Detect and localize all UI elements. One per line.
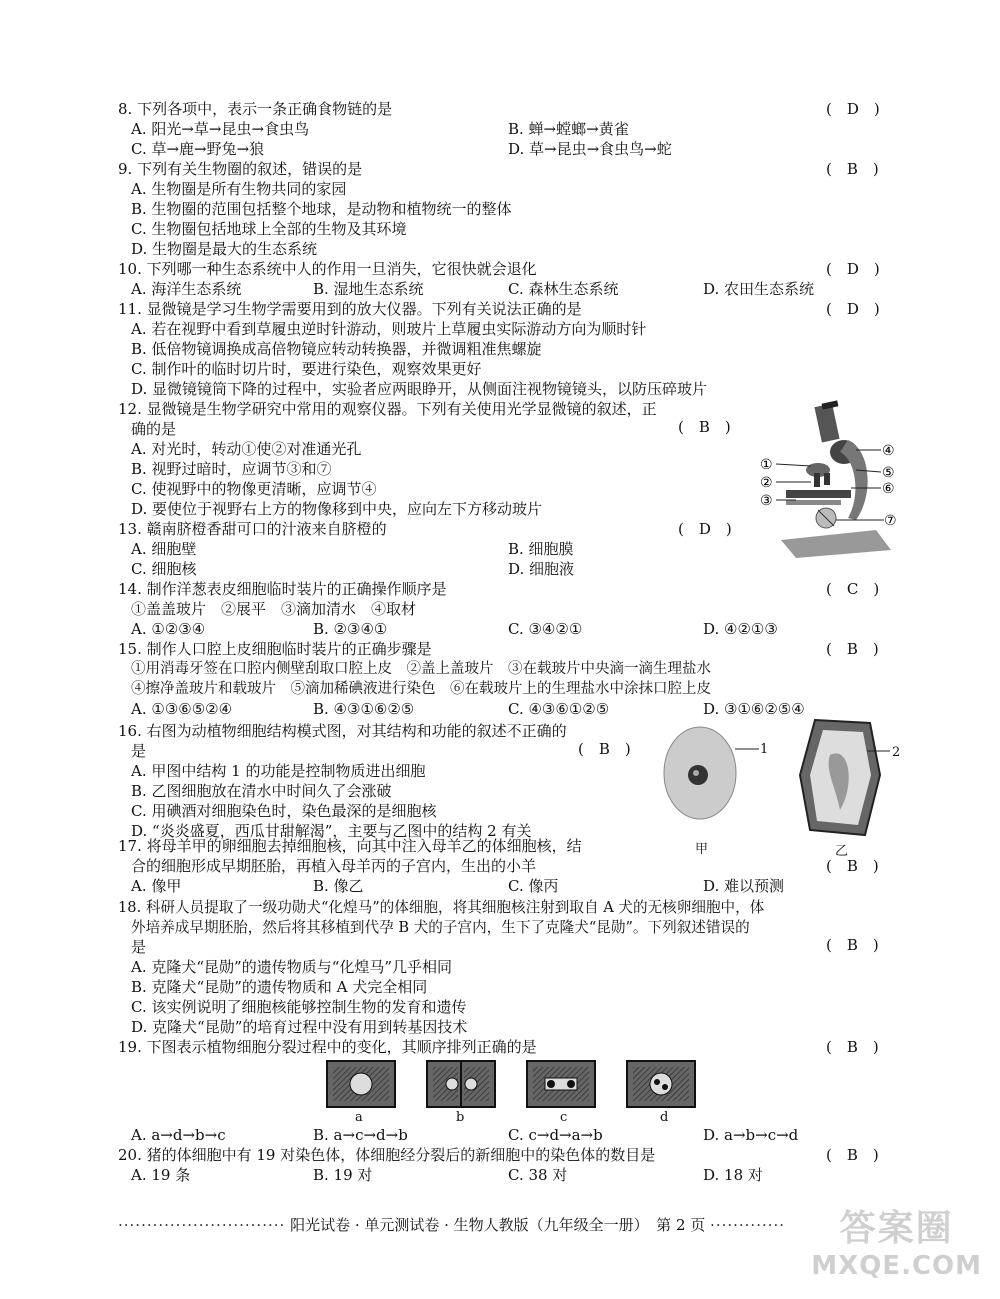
q13-stem: 13. 赣南脐橙香甜可口的汁液来自脐橙的 [118,520,387,538]
q14-option-d: D. ④②①③ [703,620,778,638]
q19-option-d: D. a→b→c→d [703,1126,799,1144]
q16-option-a: A. 甲图中结构 1 的功能是控制物质进出细胞 [131,762,426,780]
q14-stem: 14. 制作洋葱表皮细胞临时装片的正确操作顺序是 [118,580,447,598]
microscope-label-4: ④ [882,443,895,459]
q20-stem: 20. 猪的体细胞中有 19 对染色体，体细胞经分裂后的新细胞中的染色体的数目是 [118,1146,656,1164]
q9-option-a: A. 生物圈是所有生物共同的家园 [131,180,347,198]
q15-answer: ( B ) [826,640,879,658]
q17-option-d: D. 难以预测 [703,877,785,895]
q10-stem: 10. 下列哪一种生态系统中人的作用一旦消失，它很快就会退化 [118,260,537,278]
q12-option-a: A. 对光时，转动①使②对准通光孔 [131,440,362,458]
q12-option-c: C. 使视野中的物像更清晰，应调节④ [131,480,377,498]
microscope-label-2: ② [760,475,773,491]
microscope-figure [756,400,906,560]
q9-option-d: D. 生物圈是最大的生态系统 [131,240,318,258]
q11-stem: 11. 显微镜是学习生物学需要用到的放大仪器。下列有关说法正确的是 [118,300,582,318]
q8-option-b: B. 蝉→螳螂→黄雀 [508,120,629,138]
cell-division-figure [325,1058,705,1110]
q19-answer: ( B ) [826,1038,879,1056]
q17-stem-line2: 合的细胞形成早期胚胎，再植入母羊丙的子宫内，生出的小羊 [131,857,537,875]
cell-label-a: a [355,1110,363,1125]
q13-option-d: D. 细胞液 [508,560,575,578]
q11-option-a: A. 若在视野中看到草履虫逆时针游动，则玻片上草履虫实际游动方向为顺时针 [131,320,647,338]
q11-answer: ( D ) [826,300,880,318]
cell-a [327,1061,395,1107]
q10-option-a: A. 海洋生态系统 [131,280,242,298]
microscope-label-6: ⑥ [882,481,895,497]
microscope-label-7: ⑦ [884,513,897,529]
q9-answer: ( B ) [826,160,879,178]
microscope-label-5: ⑤ [882,465,895,481]
q19-option-b: B. a→c→d→b [313,1126,408,1144]
q9-option-b: B. 生物圈的范围包括整个地球，是动物和植物统一的整体 [131,200,512,218]
q9-option-c: C. 生物圈包括地球上全部的生物及其环境 [131,220,407,238]
figure-caption-jia: 甲 [695,842,709,857]
watermark-line2: MXQE.COM [811,1251,982,1281]
q12-answer: ( B ) [678,418,731,436]
q13-answer: ( D ) [678,520,732,538]
q14-option-a: A. ①②③④ [131,620,206,638]
cell-label-d: d [660,1110,669,1125]
q18-stem-line3: 是 [131,938,147,956]
cell-d [627,1061,695,1107]
q16-stem-line1: 16. 右图为动植物细胞结构模式图，对其结构和功能的叙述不正确的 [118,722,567,740]
cell-c [527,1061,595,1107]
q17-option-a: A. 像甲 [131,877,182,895]
q16-stem-line2: 是 [131,742,147,760]
q13-option-c: C. 细胞核 [131,560,197,578]
q10-option-b: B. 湿地生态系统 [313,280,424,298]
q17-option-b: B. 像乙 [313,877,364,895]
q15-option-c: C. ④③⑥①②⑤ [508,700,610,718]
q20-option-c: C. 38 对 [508,1166,568,1184]
q8-option-a: A. 阳光→草→昆虫→食虫鸟 [131,120,310,138]
q15-option-d: D. ③①⑥②⑤④ [703,700,805,718]
q14-option-c: C. ③④②① [508,620,583,638]
q20-option-a: A. 19 条 [131,1166,191,1184]
plant-cell-label-2: 2 [892,745,901,760]
q19-stem: 19. 下图表示植物细胞分裂过程中的变化，其顺序排列正确的是 [118,1038,537,1056]
q17-stem-line1: 17. 将母羊甲的卵细胞去掉细胞核，向其中注入母羊乙的体细胞核，结 [118,837,582,855]
page-footer [118,1214,878,1235]
q15-option-a: A. ①③⑥⑤②④ [131,700,233,718]
q10-option-c: C. 森林生态系统 [508,280,619,298]
q20-answer: ( B ) [826,1146,879,1164]
q8-option-c: C. 草→鹿→野兔→狼 [131,140,265,158]
q18-option-b: B. 克隆犬“昆勋”的遗传物质和 A 犬完全相同 [131,978,428,996]
footer-dots-right: ············· [710,1216,786,1234]
q10-answer: ( D ) [826,260,880,278]
q18-answer: ( B ) [826,936,879,954]
plant-cell-figure [795,715,895,840]
microscope-label-1: ① [760,457,773,473]
microscope-label-3: ③ [760,493,773,509]
q8-option-d: D. 草→昆虫→食虫鸟→蛇 [508,140,672,158]
q11-option-c: C. 制作叶的临时切片时，要进行染色，观察效果更好 [131,360,482,378]
q18-option-c: C. 该实例说明了细胞核能够控制生物的发育和遗传 [131,998,467,1016]
q14-steps: ①盖盖玻片 ②展平 ③滴加清水 ④取材 [131,600,417,618]
cell-label-b: b [456,1110,465,1125]
q9-stem: 9. 下列有关生物圈的叙述，错误的是 [118,160,363,178]
q11-option-b: B. 低倍物镜调换成高倍物镜应转动转换器，并微调粗准焦螺旋 [131,340,542,358]
q12-option-b: B. 视野过暗时，应调节③和⑦ [131,460,332,478]
figure-caption-yi: 乙 [835,844,849,859]
q20-option-d: D. 18 对 [703,1166,763,1184]
q12-stem-line2: 确的是 [131,420,177,438]
q15-option-b: B. ④③①⑥②⑤ [313,700,415,718]
q14-option-b: B. ②③④① [313,620,388,638]
cell-b [427,1061,495,1107]
q16-answer: ( B ) [578,740,631,758]
q12-stem-line1: 12. 显微镜是生物学研究中常用的观察仪器。下列有关使用光学显微镜的叙述，正 [118,400,657,418]
q15-stem: 15. 制作人口腔上皮细胞临时装片的正确步骤是 [118,640,432,658]
q17-option-c: C. 像丙 [508,877,559,895]
q16-option-d: D. “炎炎盛夏，西瓜甘甜解渴”，主要与乙图中的结构 2 有关 [131,822,532,840]
q17-answer: ( B ) [826,857,879,875]
q8-answer: ( D ) [826,100,880,118]
animal-cell-label-1: 1 [760,742,769,757]
q14-answer: ( C ) [826,580,880,598]
q18-stem-line1: 18. 科研人员提取了一级功勋犬“化煌马”的体细胞，将其细胞核注射到取自 A 犬的无核卵细胞中，体 [118,899,765,916]
q19-option-a: A. a→d→b→c [131,1126,226,1144]
q19-option-c: C. c→d→a→b [508,1126,603,1144]
q12-option-d: D. 要使位于视野右上方的物像移到中央，应向左下方移动玻片 [131,500,543,518]
q20-option-b: B. 19 对 [313,1166,373,1184]
cell-label-c: c [560,1110,568,1125]
footer-dots-left: ····························· [118,1216,286,1234]
q13-option-a: A. 细胞壁 [131,540,197,558]
q11-option-d: D. 显微镜镜筒下降的过程中，实验者应两眼睁开，从侧面注视物镜镜头，以防压碎玻片 [131,380,708,398]
footer-text: 阳光试卷 · 单元测试卷 · 生物人教版（九年级全一册） 第 2 页 [290,1216,706,1234]
q10-option-d: D. 农田生态系统 [703,280,815,298]
q16-option-b: B. 乙图细胞放在清水中时间久了会涨破 [131,782,392,800]
q13-option-b: B. 细胞膜 [508,540,574,558]
watermark-logo [811,1200,982,1281]
animal-cell-figure [655,715,765,825]
q18-stem-line2: 外培养成早期胚胎，然后将其移植到代孕 B 犬的子宫内，生下了克隆犬“昆勋”。下列叙述错误的 [131,919,750,936]
watermark-line1: 答案圈 [839,1208,954,1249]
q18-option-a: A. 克隆犬“昆勋”的遗传物质与“化煌马”几乎相同 [131,958,453,976]
q8-stem: 8. 下列各项中，表示一条正确食物链的是 [118,100,393,118]
q15-steps-line2: ④擦净盖玻片和载玻片 ⑤滴加稀碘液进行染色 ⑥在载玻片上的生理盐水中涂抹口腔上皮 [131,681,711,697]
q16-option-c: C. 用碘酒对细胞染色时，染色最深的是细胞核 [131,802,437,820]
q15-steps-line1: ①用消毒牙签在口腔内侧壁刮取口腔上皮 ②盖上盖玻片 ③在载玻片中央滴一滴生理盐水 [131,661,711,677]
q18-option-d: D. 克隆犬“昆勋”的培育过程中没有用到转基因技术 [131,1018,468,1036]
